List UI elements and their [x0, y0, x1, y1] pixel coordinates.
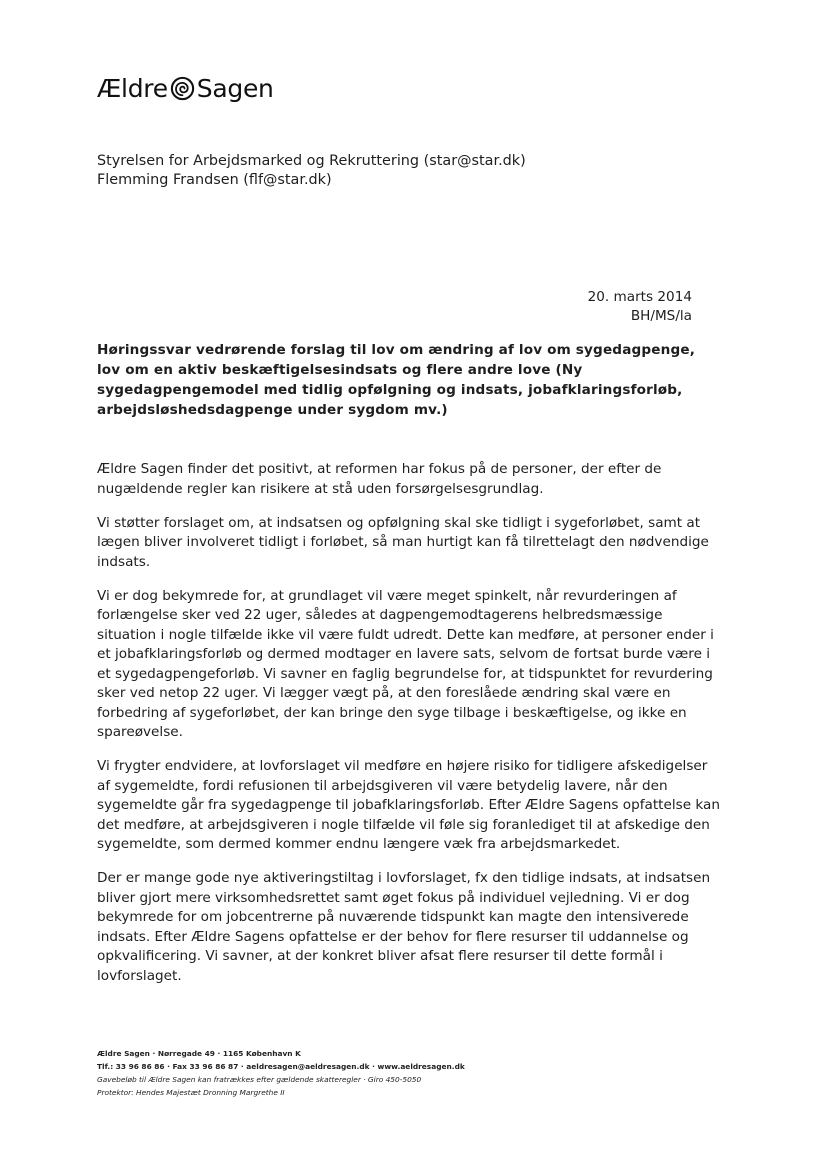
body-paragraph: Vi frygter endvidere, at lovforslaget vil medføre en højere risiko for tidligere afskedigelser af sygemeldte, fordi refusionen til arbejdsgiveren vil være betydelig lavere, når den sygemeldte går fra sygedagpenge til jobafklaringsforløb. Efter Ældre Sagens opfattelse kan det medføre, at arbejdsgiveren i nogle tilfælde vil føle sig foranlediget til at afskedige den sygemeldte, som dermed kommer endnu længere væk fra arbejdsmarkedet.: [97, 758, 720, 852]
body-paragraph: Vi er dog bekymrede for, at grundlaget vil være meget spinkelt, når revurderingen af forlængelse sker ved 22 uger, således at dagpengemodtagerens helbredsmæssige situation i nogle tilfælde ikke vil være fuldt udredt. Dette kan medføre, at personer ender i et jobafklaringsforløb og dermed modtager en lavere sats, selvom de fortsat burde være i et sygedagpengeforløb. Vi savner en faglig begrundelse for, at tidspunktet for revurdering sker ved netop 22 uger. Vi lægger vægt på, at den foreslåede ændring skal være en forbedring af sygeforløbet, der kan bringe den syge tilbage i beskæftigelse, og ikke en spareøvelse.: [97, 587, 714, 740]
footer-patron: Protektor: Hendes Majestæt Dronning Margrethe II: [97, 1088, 285, 1097]
letter-date: 20. marts 2014: [587, 289, 692, 305]
footer-donation: Gavebeløb til Ældre Sagen kan fratrækkes efter gældende skatteregler · Giro 450-5050: [97, 1075, 422, 1084]
subject-heading: Høringssvar vedrørende forslag til lov om ændring af lov om sygedagpenge, lov om en aktiv beskæftigelsesindsats og flere andre love (Ny sygedagpengemodel med tidlig opfølgning og indsats, jobafklaringsforløb, arbejdsløshedsdagpenge under sygdom mv.): [97, 342, 696, 418]
organization-logo: [97, 74, 274, 103]
body-paragraph: Ældre Sagen finder det positivt, at reformen har fokus på de personer, der efter de nugældende regler kan risikere at stå uden forsørgelsesgrundlag.: [97, 461, 662, 497]
letter-body: [97, 460, 722, 1001]
recipient-block: [97, 152, 526, 190]
logo-text-left: Ældre: [97, 74, 168, 103]
body-paragraph: Vi støtter forslaget om, at indsatsen og opfølgning skal ske tidligt i sygeforløbet, samt at lægen bliver involveret tidligt i forløbet, så man hurtigt kan få tilrettelagt den nødvendige indsats.: [97, 514, 709, 570]
recipient-line: Flemming Frandsen (flf@star.dk): [97, 172, 332, 188]
footer-contact: Tlf.: 33 96 86 86 · Fax 33 96 86 87 · aeldresagen@aeldresagen.dk · www.aeldresagen.dk: [97, 1062, 465, 1071]
swirl-icon: [170, 76, 195, 101]
date-reference-block: [588, 288, 692, 326]
letter-footer: [97, 1047, 465, 1099]
footer-address: Ældre Sagen · Nørregade 49 · 1165 København K: [97, 1049, 301, 1058]
letter-reference: BH/MS/la: [630, 308, 692, 324]
body-paragraph: Der er mange gode nye aktiveringstiltag i lovforslaget, fx den tidlige indsats, at indsatsen bliver gjort mere virksomhedsrettet samt øget fokus på individuel vejledning. Vi er dog bekymrede for om jobcentrerne på nuværende tidspunkt kan magte den intensiverede indsats. Efter Ældre Sagens opfattelse er der behov for flere resurser til uddannelse og opkvalificering. Vi savner, at der konkret bliver afsat flere resurser til dette formål i lovforslaget.: [97, 870, 711, 984]
recipient-line: Styrelsen for Arbejdsmarked og Rekruttering (star@star.dk): [97, 153, 526, 169]
logo-text-right: Sagen: [196, 74, 274, 103]
